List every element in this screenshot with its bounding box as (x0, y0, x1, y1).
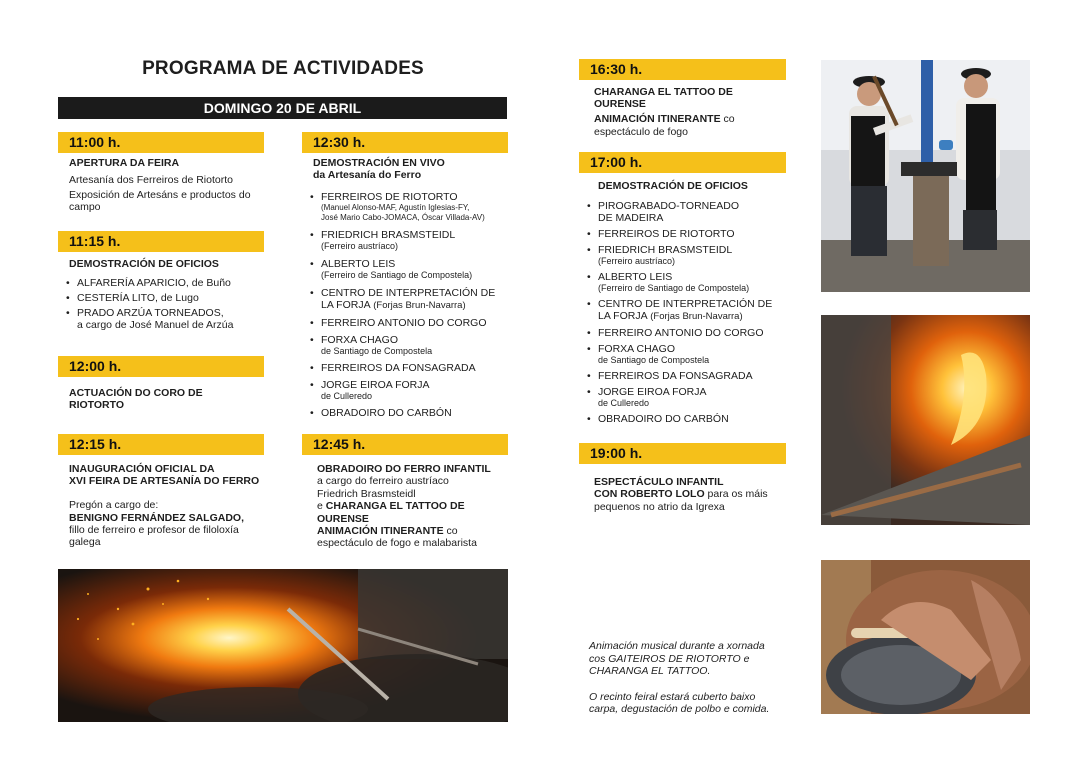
time-badge-1115: 11:15 h. (58, 231, 264, 252)
slot-1900 (594, 476, 794, 513)
slot-line: Artesanía dos Ferreiros de Riotorto (69, 174, 233, 186)
footer-notes (589, 640, 799, 716)
slot-line: a cargo do ferreiro austríaco (317, 475, 449, 487)
slot-heading: OBRADOIRO DO FERRO INFANTIL (317, 463, 491, 475)
slot-heading: OURENSE (317, 512, 369, 525)
list-item: • FORXA CHAGO de Santiago de Compostela (307, 334, 513, 357)
list-item: • CENTRO DE INTERPRETACIÓN DE LA FORJA (Forjas Brun-Navarra) (584, 298, 798, 323)
slot-heading: CHARANGA EL TATTOO DE (594, 86, 733, 98)
slot-line: espectáculo de fogo e malabarista (317, 537, 477, 549)
note-line: CHARANGA EL TATTOO. (589, 665, 711, 677)
slot-line: ANIMACIÓN ITINERANTE co (594, 113, 735, 125)
note-line: carpa, degustación de polbo e comida. (589, 703, 770, 715)
slot-1700 (598, 180, 798, 425)
list-item: • ALFARERÍA APARICIO, de Buño (63, 277, 279, 289)
grinding-image (821, 560, 1030, 714)
slot-heading: ESPECTÁCULO INFANTIL (594, 476, 724, 488)
list-item: • FERREIROS DE RIOTORTO (Manuel Alonso-MAF, Agustín Iglesias-FY, José Mario Cabo-JOMACA, Óscar Villada-AV) (307, 191, 513, 222)
slot-heading: RIOTORTO (69, 399, 125, 411)
slot-line: fillo de ferreiro e profesor de filoloxía (69, 523, 239, 536)
blacksmiths-photo (821, 60, 1030, 292)
list-item: • FERREIROS DE RIOTORTO (584, 228, 798, 240)
list-item: • JORGE EIROA FORJA de Culleredo (307, 379, 513, 402)
slot-heading: XVI FEIRA DE ARTESANÍA DO FERRO (69, 475, 260, 487)
time-badge-1700: 17:00 h. (579, 152, 786, 173)
note-line: cos GAITEIROS DE RIOTORTO e (589, 652, 750, 665)
slot-1215 (69, 463, 289, 549)
list-item: • FERREIROS DA FONSAGRADA (584, 370, 798, 382)
list-item: • ALBERTO LEIS (Ferreiro de Santiago de Compostela) (307, 258, 513, 281)
slot-heading: INAUGURACIÓN OFICIAL DA (69, 463, 215, 475)
forge-flames-image (821, 315, 1030, 525)
slot-heading: da Artesanía do Ferro (313, 169, 422, 181)
slot-line: galega (69, 536, 101, 548)
grinding-photo (821, 560, 1030, 714)
slot-heading: OURENSE (594, 98, 646, 110)
list-item: • PIROGRABADO-TORNEADO DE MADEIRA (584, 200, 798, 224)
slot-line: CON ROBERTO LOLO para os máis (594, 488, 768, 500)
list-item: • OBRADOIRO DO CARBÓN (584, 413, 798, 425)
list-item: • FRIEDRICH BRASMSTEIDL (Ferreiro austríaco) (307, 229, 513, 252)
time-badge-1215: 12:15 h. (58, 434, 264, 455)
forge-fire-image (58, 569, 508, 722)
slot-1100 (69, 157, 269, 214)
list-item: • FERREIRO ANTONIO DO CORGO (584, 327, 798, 339)
blacksmiths-image (821, 60, 1030, 292)
list-item: • OBRADOIRO DO CARBÓN (307, 407, 513, 419)
time-badge-1230: 12:30 h. (302, 132, 508, 153)
forge-flames-photo (821, 315, 1030, 525)
slot-line: pequenos no atrio da Igrexa (594, 500, 725, 513)
slot-1200 (69, 387, 279, 411)
list-item: • CESTERÍA LITO, de Lugo (63, 292, 279, 304)
slot-heading: DEMOSTRACIÓN EN VIVO (313, 157, 445, 169)
list-item: • FERREIRO ANTONIO DO CORGO (307, 317, 513, 329)
list-item: • JORGE EIROA FORJA de Culleredo (584, 386, 798, 409)
slot-heading: DEMOSTRACIÓN DE OFICIOS (69, 258, 219, 270)
list-item: • FERREIROS DA FONSAGRADA (307, 362, 513, 374)
forge-fire-photo (58, 569, 508, 722)
speaker-name: BENIGNO FERNÁNDEZ SALGADO, (69, 511, 245, 524)
time-badge-1630: 16:30 h. (579, 59, 786, 80)
slot-heading: DEMOSTRACIÓN DE OFICIOS (598, 180, 748, 192)
slot-1245 (317, 463, 517, 550)
day-banner: DOMINGO 20 DE ABRIL (58, 97, 507, 119)
page-title: PROGRAMA DE ACTIVIDADES (142, 58, 424, 79)
slot-line: e CHARANGA EL TATTOO DE (317, 500, 465, 512)
note-line: Animación musical durante a xornada (589, 640, 765, 652)
slot-line: Friedrich Brasmsteidl (317, 487, 416, 500)
list-item: • CENTRO DE INTERPRETACIÓN DE LA FORJA (Forjas Brun-Navarra) (307, 287, 513, 312)
slot-line: ANIMACIÓN ITINERANTE co (317, 524, 458, 537)
slot-1230 (313, 157, 513, 419)
time-badge-1100: 11:00 h. (58, 132, 264, 153)
list-item: • ALBERTO LEIS (Ferreiro de Santiago de Compostela) (584, 271, 798, 294)
time-badge-1200: 12:00 h. (58, 356, 264, 377)
time-badge-1900: 19:00 h. (579, 443, 786, 464)
list-item: • FORXA CHAGO de Santiago de Compostela (584, 343, 798, 366)
slot-line: espectáculo de fogo (594, 125, 688, 138)
slot-heading: ACTUACIÓN DO CORO DE (69, 387, 203, 399)
slot-heading: APERTURA DA FEIRA (69, 157, 180, 169)
note-line: O recinto feiral estará cuberto baixo (589, 690, 756, 703)
list-item: • PRADO ARZÚA TORNEADOS, a cargo de José Manuel de Arzúa (63, 307, 279, 331)
slot-1115 (69, 258, 279, 331)
list-item: • FRIEDRICH BRASMSTEIDL (Ferreiro austríaco) (584, 244, 798, 267)
slot-line: Exposición de Artesáns e productos do campo (69, 188, 251, 213)
time-badge-1245: 12:45 h. (302, 434, 508, 455)
slot-1630 (594, 86, 794, 138)
slot-line: Pregón a cargo de: (69, 499, 159, 511)
